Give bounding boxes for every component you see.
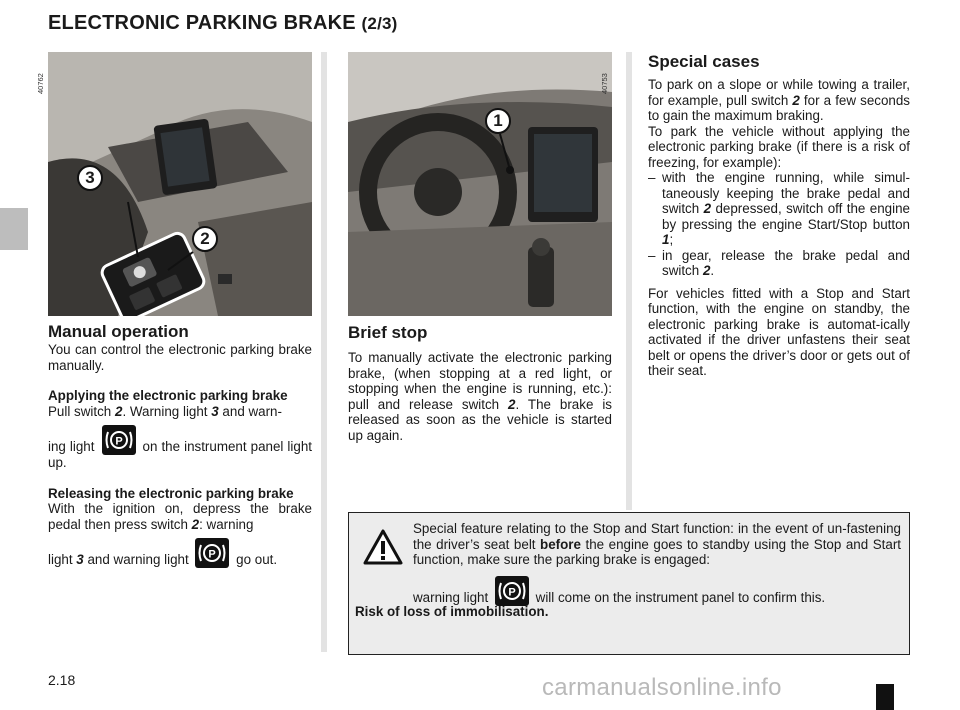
left-text-column <box>48 322 312 568</box>
image-ref-middle: 40753 <box>600 73 609 94</box>
special-list <box>648 170 910 279</box>
manual-operation-heading: Manual operation <box>48 322 189 341</box>
special-p3: For vehicles fitted with a Stop and Start function, with the engine on standby, the electronic parking brake is automat-ically activated if the driver unfastens their seat belt or opens the driver’s door or gets out of their seat. <box>648 285 910 378</box>
parking-brake-warning-icon <box>495 576 529 606</box>
warning-risk: Risk of loss of immobilisation. <box>355 604 549 619</box>
special-p2: To park the vehicle without applying the electronic parking brake (if there is a risk of freezing, for example): <box>648 123 910 170</box>
callout-3: 3 <box>77 165 103 191</box>
warning-triangle-icon <box>363 529 403 570</box>
page-title: ELECTRONIC PARKING BRAKE (2/3) <box>48 12 398 34</box>
middle-text-column <box>348 323 612 443</box>
callout-2: 2 <box>192 226 218 252</box>
svg-text:P: P <box>208 548 217 561</box>
warning-text-cont: warning light P will come on the instrument panel to confirm this. <box>413 576 901 606</box>
right-text-column <box>648 52 910 379</box>
image-ref-left: 40762 <box>36 73 45 94</box>
column-divider-right <box>626 52 632 510</box>
title-part: (2/3) <box>361 14 398 33</box>
corner-mark <box>876 684 894 710</box>
warning-text: Special feature relating to the Stop and Start function: in the event of un-fastening the driver’s seat belt before the engine goes to standby using the Stop and Start function, make sure the parking brake is engaged: <box>413 521 901 567</box>
parking-brake-warning-icon <box>102 425 136 455</box>
releasing-text: With the ignition on, depress the brake pedal then press switch 2: warning <box>48 501 312 532</box>
applying-text: Pull switch 2. Warning light 3 and warn- <box>48 403 282 419</box>
parking-brake-warning-icon <box>195 538 229 568</box>
special-cases-heading: Special cases <box>648 52 760 71</box>
applying-text-cont: ing light P on the instrument panel light up. <box>48 425 312 471</box>
applying-heading: Applying the electronic parking brake <box>48 388 288 403</box>
manual-intro: You can control the electronic parking brake manually. <box>48 342 312 373</box>
brief-stop-heading: Brief stop <box>348 323 428 342</box>
special-p1: To park on a slope or while towing a trailer, for example, pull switch 2 for a few seconds to gain the maximum braking. <box>648 77 911 123</box>
parking-brake-switch-photo <box>48 52 312 316</box>
brief-stop-text: To manually activate the electronic parking brake, (when stopping at a red light, or stopping when the engine is running, etc.): pull and release switch 2. The brake is released as soon as the vehicle is started up again. <box>348 350 612 443</box>
releasing-heading: Releasing the electronic parking brake <box>48 485 294 501</box>
column-divider-left <box>321 52 327 652</box>
dashboard-photo <box>348 52 612 316</box>
svg-text:P: P <box>114 435 123 448</box>
callout-1: 1 <box>485 108 511 134</box>
page-number: 2.18 <box>48 672 76 688</box>
svg-text:P: P <box>508 586 516 599</box>
releasing-text-cont: light 3 and warning light P go out. <box>48 538 312 568</box>
warning-box <box>348 512 910 655</box>
chapter-tab <box>0 208 28 250</box>
watermark: carmanualsonline.info <box>542 674 782 701</box>
list-item: – with the engine running, while simul-taneously keeping the brake pedal and switch 2 depressed, switch off the engine by pressing the engine Start/Stop button 1; <box>648 170 910 248</box>
list-item: – in gear, release the brake pedal and switch 2. <box>648 248 910 279</box>
